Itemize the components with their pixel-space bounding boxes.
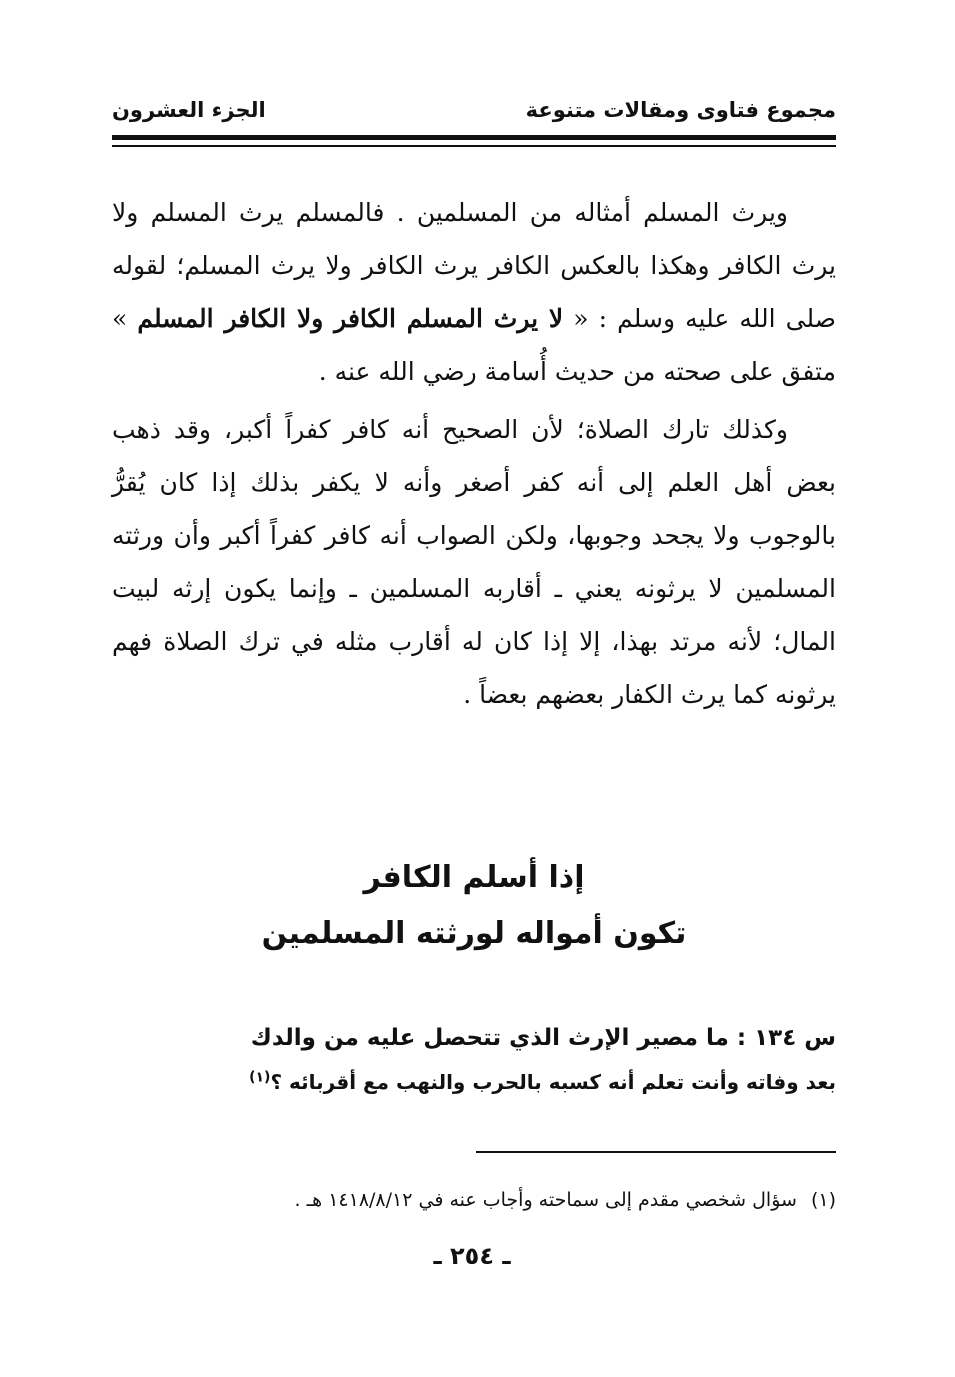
page-number: ـ ٢٥٤ ـ [433,1242,511,1270]
book-title: مجموع فتاوى ومقالات متنوعة [525,98,836,122]
footnote [112,1183,836,1217]
section-title-line-2: تكون أمواله لورثته المسلمين [261,916,687,951]
header-rule-thin [112,145,836,147]
footnote-text: سؤال شخصي مقدم إلى سماحته وأجاب عنه في ١٤١٨/٨/١٢ هـ . [294,1189,797,1211]
question-line-2 [112,1060,836,1104]
running-header [112,92,836,128]
paragraph-1-text-b: » متفق على صحته من حديث أُسامة رضي الله عنه . [112,304,836,386]
section-title [112,850,836,962]
section-title-line-1: إذا أسلم الكافر [363,860,585,895]
footnote-number: (١) [810,1189,836,1211]
paragraph-prayer: وكذلك تارك الصلاة؛ لأن الصحيح أنه كافر كفراً أكبر، وقد ذهب بعض أهل العلم إلى أنه كفر أصغر وأنه لا يكفر بذلك إذا كان يُقرُّ بالوجوب ولا يجحد وجوبها، ولكن الصواب أنه كافر كفراً أكبر وأن ورثته المسلمين لا يرثونه يعني ـ أقاربه المسلمين ـ وإنما يكون إرثه لبيت المال؛ لأنه مرتد بهذا، إلا إذا كان له أقارب مثله في ترك الصلاة فهم يرثونه كما يرث الكفار بعضهم بعضاً . [112,415,836,709]
question-line-1: س ١٣٤ : ما مصير الإرث الذي تتحصل عليه من والدك [250,1025,836,1051]
footnote-reference: (١) [249,1069,271,1086]
paragraph-inheritance [112,186,836,398]
paragraph-1-text-a: ويرث المسلم أمثاله من المسلمين . فالمسلم يرث المسلم ولا يرث الكافر وهكذا بالعكس الكافر يرث الكافر ولا يرث المسلم؛ لقوله صلى الله عليه وسلم : « [112,198,836,333]
volume-label: الجزء العشرون [112,98,266,122]
header-rule-thick [112,135,836,140]
hadith-quote: لا يرث المسلم الكافر ولا الكافر المسلم [137,304,564,333]
footnote-rule [476,1151,836,1153]
question-block [112,1016,836,1104]
question-line-2-text: بعد وفاته وأنت تعلم أنه كسبه بالحرب والنهب مع أقربائه ؟ [270,1070,836,1094]
body-text [112,186,836,721]
